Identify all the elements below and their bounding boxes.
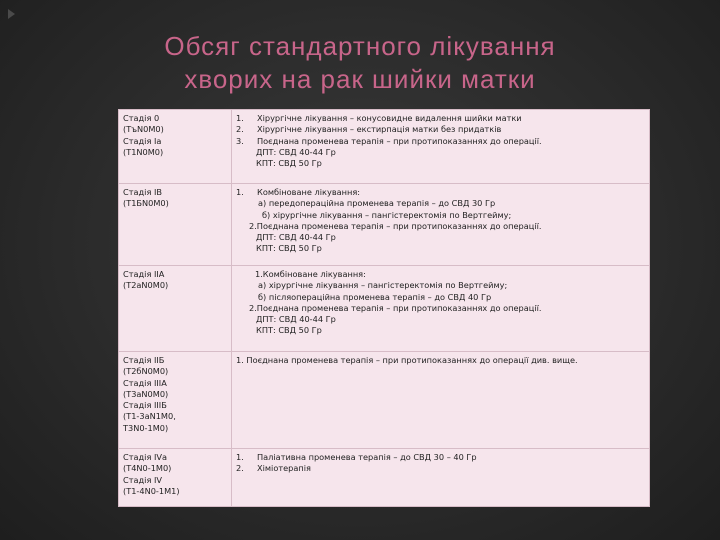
- stage-cell: [119, 352, 232, 449]
- stage-line: Стадія 0: [123, 113, 160, 123]
- treatment-cell: [232, 352, 650, 449]
- sub-item-a: а) хірургічне лікування – пангістеректомія по Вертгейму;: [258, 280, 508, 291]
- dose-kpt: КПТ: СВД 50 Гр: [256, 325, 322, 336]
- slide-arrow-icon: [8, 9, 15, 19]
- sub-item-b: б) хірургічне лікування – пангістеректомія по Вертгейму;: [262, 209, 512, 220]
- table-row: [119, 449, 650, 507]
- table-row: [119, 110, 650, 184]
- item-number: 1.: [236, 452, 244, 462]
- stage-line: (Т2бN0M0): [123, 366, 169, 377]
- treatment-item: [236, 452, 645, 463]
- treatment-item-2: 2.Поєднана променева терапія – при протипоказаннях до операції.: [249, 220, 542, 231]
- stage-line: Стадія ІІА: [123, 269, 165, 279]
- dose-dpt: ДПТ: СВД 40-44 Гр: [256, 314, 336, 325]
- treatment-item: [236, 124, 645, 135]
- item-text: Паліативна променева терапія – до СВД 30 – 40 Гр: [257, 452, 477, 462]
- stage-line: Стадія ІВ: [123, 187, 162, 197]
- item-number: 2.: [236, 463, 244, 474]
- item-text: Поєднана променева терапія – при протипоказаннях до операції.: [257, 135, 542, 146]
- stage-line: Стадія ІІІБ: [123, 400, 167, 411]
- title-line-1: Обсяг стандартного лікування: [164, 31, 556, 61]
- item-number: 1.: [236, 187, 244, 197]
- stage-line: (Т3аN0M0): [123, 388, 169, 399]
- stage-line: (Т1N0M0): [123, 146, 164, 157]
- dose-dpt: ДПТ: СВД 40-44 Гр: [256, 146, 336, 157]
- stage-line: (Т1БN0M0): [123, 198, 169, 209]
- treatment-item-2: 2.Поєднана променева терапія – при протипоказаннях до операції.: [249, 302, 542, 313]
- stage-line: Т3N0-1M0): [123, 422, 169, 433]
- item-text: Комбіноване лікування:: [257, 187, 361, 197]
- item-number: 1.: [236, 113, 244, 123]
- treatment-item-1: 1.Комбіноване лікування:: [255, 269, 366, 279]
- dose-kpt: КПТ: СВД 50 Гр: [256, 158, 322, 169]
- treatment-cell: [232, 110, 650, 184]
- treatment-item: [236, 187, 645, 198]
- treatment-item: [236, 113, 645, 124]
- stage-line: Стадія Іа: [123, 135, 162, 146]
- table-row: [119, 184, 650, 266]
- treatment-item: [236, 463, 645, 474]
- item-number: 2.: [236, 124, 244, 135]
- treatment-item: [236, 136, 645, 147]
- table-row: [119, 352, 650, 449]
- stage-line: (Т4N0-1M0): [123, 463, 172, 474]
- item-text: Хірургічне лікування – конусовидне видалення шийки матки: [257, 113, 522, 123]
- dose-kpt: КПТ: СВД 50 Гр: [256, 243, 322, 254]
- stage-cell: [119, 449, 232, 507]
- dose-dpt: ДПТ: СВД 40-44 Гр: [256, 232, 336, 243]
- stage-line: (Т1-3аN1M0,: [123, 411, 176, 422]
- treatment-cell: [232, 184, 650, 266]
- treatment-cell: [232, 449, 650, 507]
- treatment-cell: [232, 266, 650, 352]
- sub-item-b: б) післяопераційна променева терапія – до СВД 40 Гр: [258, 291, 492, 302]
- stage-line: Стадія ІІБ: [123, 355, 165, 365]
- stage-line: Стадія IV: [123, 474, 162, 485]
- sub-item-a: а) передопераційна променева терапія – до СВД 30 Гр: [258, 198, 496, 209]
- stage-cell: [119, 266, 232, 352]
- stage-line: (ТъN0M0): [123, 124, 164, 135]
- treatment-item: 1. Поєднана променева терапія – при протипоказаннях до операції див. вище.: [236, 355, 578, 365]
- stage-cell: [119, 110, 232, 184]
- stage-line: (Т1-4N0-1M1): [123, 485, 180, 496]
- slide-title: [0, 30, 720, 96]
- item-number: 3.: [236, 135, 244, 146]
- title-line-2: хворих на рак шийки матки: [184, 64, 536, 94]
- treatment-table: [118, 109, 650, 507]
- table-row: [119, 266, 650, 352]
- item-text: Хірургічне лікування – екстирпація матки без придатків: [257, 124, 502, 135]
- stage-line: Стадія ІІІА: [123, 377, 167, 388]
- item-text: Хіміотерапія: [257, 463, 311, 474]
- stage-cell: [119, 184, 232, 266]
- stage-line: (Т2аN0M0): [123, 280, 169, 291]
- stage-line: Стадія IVа: [123, 452, 167, 462]
